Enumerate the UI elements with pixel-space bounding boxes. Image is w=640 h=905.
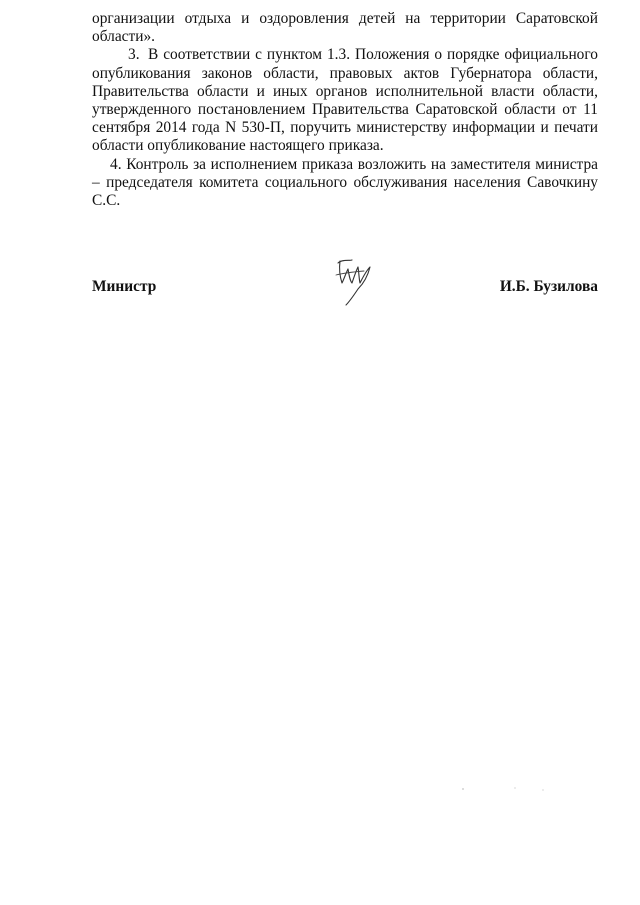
paragraph-3 — [92, 46, 598, 155]
signatory-title: Министр — [92, 278, 157, 295]
signatory-name: И.Б. Бузилова — [499, 278, 598, 295]
paragraph-3-number: 3. — [128, 46, 140, 64]
scan-specks — [455, 785, 555, 793]
document-body — [92, 10, 598, 210]
paragraph-3-text: В соответствии с пунктом 1.3. Положения о порядке официального опубликования законов области, правовых актов Губернатора области, Правительства области и иных органов исполнительной власти области, утвержденного постановлением Правительства Саратовской области от 11 сентября 2014 года N 530-П, поручить министерству информации и печати области опубликование настоящего приказа. — [92, 46, 598, 155]
paragraph-continuation: организации отдыха и оздоровления детей на территории Саратовской области». — [92, 10, 598, 46]
paragraph-4: 4. Контроль за исполнением приказа возложить на заместителя министра – председателя комитета социального обслуживания населения Савочкину С.С. — [92, 155, 598, 210]
handwritten-signature — [330, 253, 380, 309]
